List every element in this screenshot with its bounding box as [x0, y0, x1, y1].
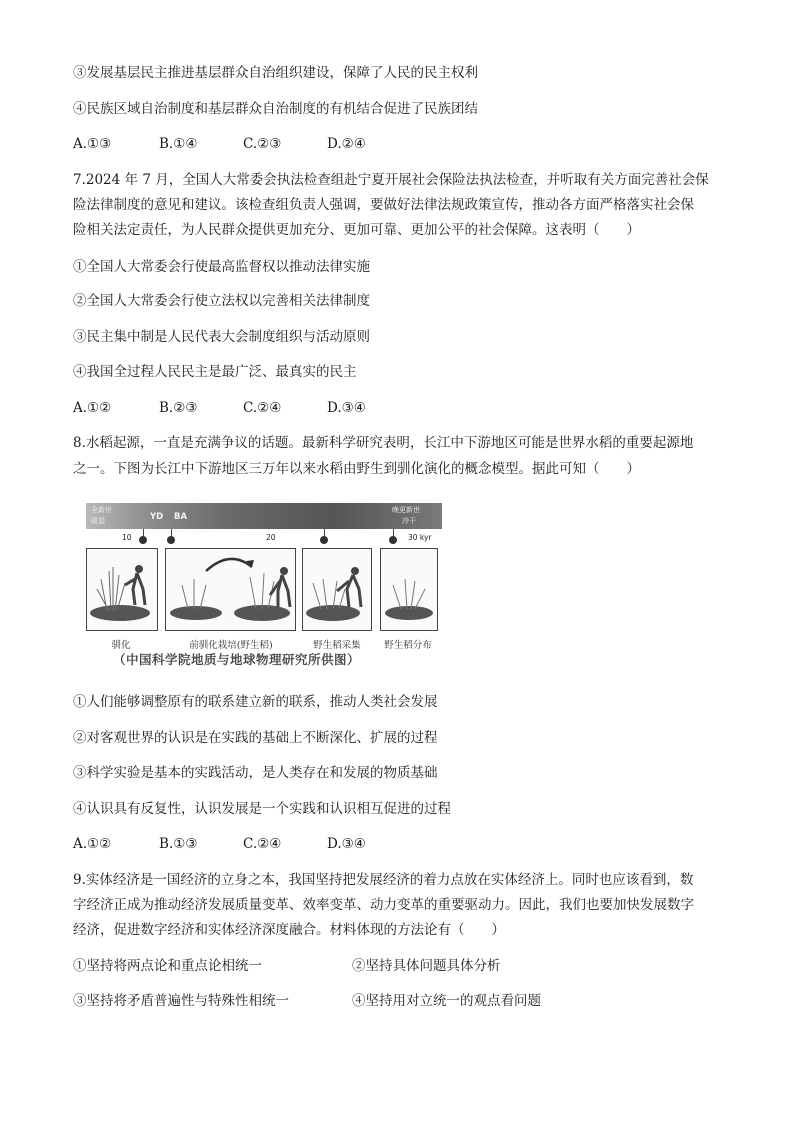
choice-d: D.②④	[327, 136, 366, 152]
timeline-marker	[139, 536, 147, 544]
q7-option-1: ①全国人大常委会行使最高监督权以推动法律实施	[73, 259, 370, 275]
tick-30kyr: 30 kyr	[408, 533, 432, 542]
q8-option-2: ②对客观世界的认识是在实践的基础上不断深化、扩展的过程	[73, 730, 438, 746]
q7-stem-line-2: 险法律制度的意见和建议。该检查组负责人强调，要做好法律法规政策宣传，推动各方面严格落实社会保	[73, 197, 694, 213]
q9-option-3: ③坚持将矛盾普遍性与特殊性相统一	[73, 993, 289, 1009]
timeline-marker	[389, 536, 397, 544]
timeline-marker	[320, 536, 328, 544]
timeline-holocene-label: 全新世	[91, 506, 112, 514]
choice-a: A.①②	[73, 400, 112, 416]
timeline-ba-label: BA	[174, 512, 188, 522]
q6-option-4: ④民族区域自治制度和基层群众自治制度的有机结合促进了民族团结	[73, 101, 478, 117]
q8-option-4: ④认识具有反复性，认识发展是一个实践和认识相互促进的过程	[73, 801, 451, 817]
panel-domestication	[86, 548, 158, 631]
choice-b: B.①④	[159, 136, 198, 152]
choice-c: C.②④	[243, 836, 282, 852]
q8-option-1: ①人们能够调整原有的联系建立新的联系，推动人类社会发展	[73, 694, 438, 710]
choice-b: B.②③	[159, 400, 198, 416]
q9-option-4: ④坚持用对立统一的观点看问题	[352, 993, 541, 1009]
q8-option-3: ③科学实验是基本的实践活动，是人类存在和发展的物质基础	[73, 765, 438, 781]
timeline-yd-label: YD	[150, 512, 164, 522]
choice-c: C.②④	[243, 400, 282, 416]
choice-b: B.①③	[159, 836, 198, 852]
choice-a: A.①③	[73, 136, 112, 152]
q6-option-3: ③发展基层民主推进基层群众自治组织建设，保障了人民的民主权利	[73, 65, 478, 81]
q7-option-3: ③民主集中制是人民代表大会制度组织与活动原则	[73, 329, 370, 345]
panel-wild-rice-gathering	[302, 548, 372, 631]
caption-wild-rice-distribution: 野生稻分布	[384, 640, 432, 651]
rice-domestication-figure	[86, 503, 446, 673]
q8-answer-choices	[73, 834, 366, 854]
caption-pre-domestication: 前驯化栽培(野生稻)	[189, 640, 273, 651]
choice-d: D.③④	[327, 836, 366, 852]
panel-pre-domestication	[165, 548, 296, 631]
timeline-bar	[86, 503, 442, 529]
q7-option-4: ④我国全过程人民民主是最广泛、最真实的民主	[73, 364, 357, 380]
q9-stem-line-2: 字经济正成为推动经济发展质量变革、效率变革、动力变革的重要驱动力。因此，我们也要加快发展数字	[73, 897, 694, 913]
q8-stem-line-2: 之一。下图为长江中下游地区三万年以来水稻由野生到驯化演化的概念模型。据此可知（ ）	[73, 461, 640, 477]
q7-option-2: ②全国人大常委会行使立法权以完善相关法律制度	[73, 293, 370, 309]
q9-option-row-2	[73, 991, 289, 1011]
figure-source: （中国科学院地质与地球物理研究所供图）	[113, 652, 361, 667]
timeline-warm-humid-label: 暖湿	[91, 517, 105, 525]
timeline-marker	[167, 536, 175, 544]
q9-stem-line-1: 9.实体经济是一国经济的立身之本，我国坚持把发展经济的着力点放在实体经济上。同时也应该看到，数	[73, 872, 694, 888]
choice-c: C.②③	[243, 136, 282, 152]
tick-20: 20	[266, 533, 276, 542]
tick-10: 10	[122, 533, 132, 542]
q6-answer-choices	[73, 134, 366, 154]
choice-d: D.③④	[327, 400, 366, 416]
panel-wild-rice-distribution	[380, 548, 438, 631]
q7-answer-choices	[73, 398, 366, 418]
q9-option-1: ①坚持将两点论和重点论相统一	[73, 958, 262, 974]
caption-wild-rice-gathering: 野生稻采集	[313, 640, 361, 651]
q7-stem-line-3: 险相关法定责任，为人民群众提供更加充分、更加可靠、更加公平的社会保障。这表明（ ）	[73, 222, 640, 238]
timeline-late-pleistocene-label: 晚更新世	[392, 506, 420, 514]
q7-stem-line-1: 7.2024 年 7 月，全国人大常委会执法检查组赴宁夏开展社会保险法执法检查，并听取有关方面完善社会保	[73, 172, 709, 188]
q9-option-row-1	[73, 956, 262, 976]
caption-domestication: 驯化	[111, 640, 131, 651]
q8-stem-line-1: 8.水稻起源，一直是充满争议的话题。最新科学研究表明，长江中下游地区可能是世界水稻的重要起源地	[73, 435, 694, 451]
choice-a: A.①②	[73, 836, 112, 852]
timeline-cold-dry-label: 冷干	[402, 517, 416, 525]
q9-stem-line-3: 经济，促进数字经济和实体经济深度融合。材料体现的方法论有（ ）	[73, 922, 505, 938]
q9-option-2: ②坚持具体问题具体分析	[352, 958, 501, 974]
